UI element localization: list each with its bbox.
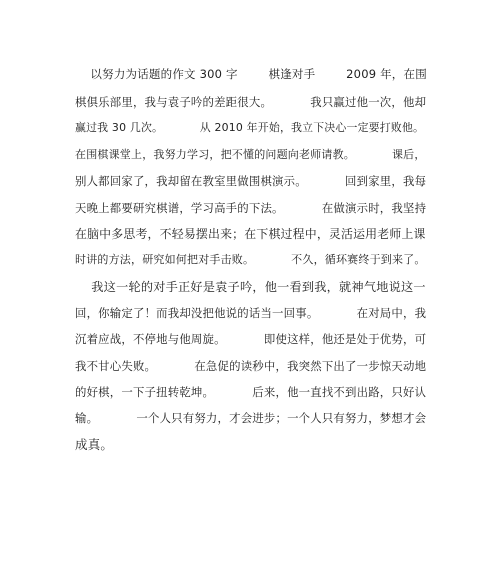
text-line: 以努力为话题的作文 300 字 棋逢对手 2009 年，在围 — [75, 67, 427, 81]
text-line: 输。 一个人只有努力，才会进步；一个人只有努力，梦想才会 — [75, 411, 427, 425]
text-line: 在围棋课堂上，我努力学习，把不懂的问题向老师请教。 课后， — [75, 148, 426, 161]
text-line: 回，你输定了！而我却没把他说的话当一回事。 在对局中，我 — [75, 306, 427, 320]
text-line: 的好棋，一下子扭转乾坤。 后来，他一直找不到出路，只好认 — [75, 385, 427, 399]
text-line: 棋俱乐部里，我与袁子吟的差距很大。 我只赢过他一次，他却 — [75, 95, 427, 109]
text-line: 赢过我 30 几次。 从 2010 年开始，我立下决心一定要打败他。 — [75, 121, 425, 134]
text-line: 成真。 — [75, 437, 114, 452]
text-line: 我不甘心失败。 在急促的读秒中，我突然下出了一步惊天动地 — [75, 359, 427, 373]
text-line: 时讲的方法，研究如何把对手击败。 不久，循环赛终于到来了。 — [75, 253, 426, 266]
text-line: 天晚上都要研究棋谱，学习高手的下法。 在做演示时，我坚持 — [75, 201, 427, 215]
text-line: 在脑中多思考，不轻易摆出来；在下棋过程中，灵活运用老师上课 — [75, 227, 426, 241]
text-line: 别人都回家了，我却留在教室里做围棋演示。 回到家里，我每 — [75, 174, 427, 188]
text-line: 沉着应战，不停地与他周旋。 即使这样，他还是处于优势，可 — [75, 332, 427, 346]
text-line: 我这一轮的对手正好是袁子吟，他一看到我，就神气地说这一 — [75, 280, 426, 294]
